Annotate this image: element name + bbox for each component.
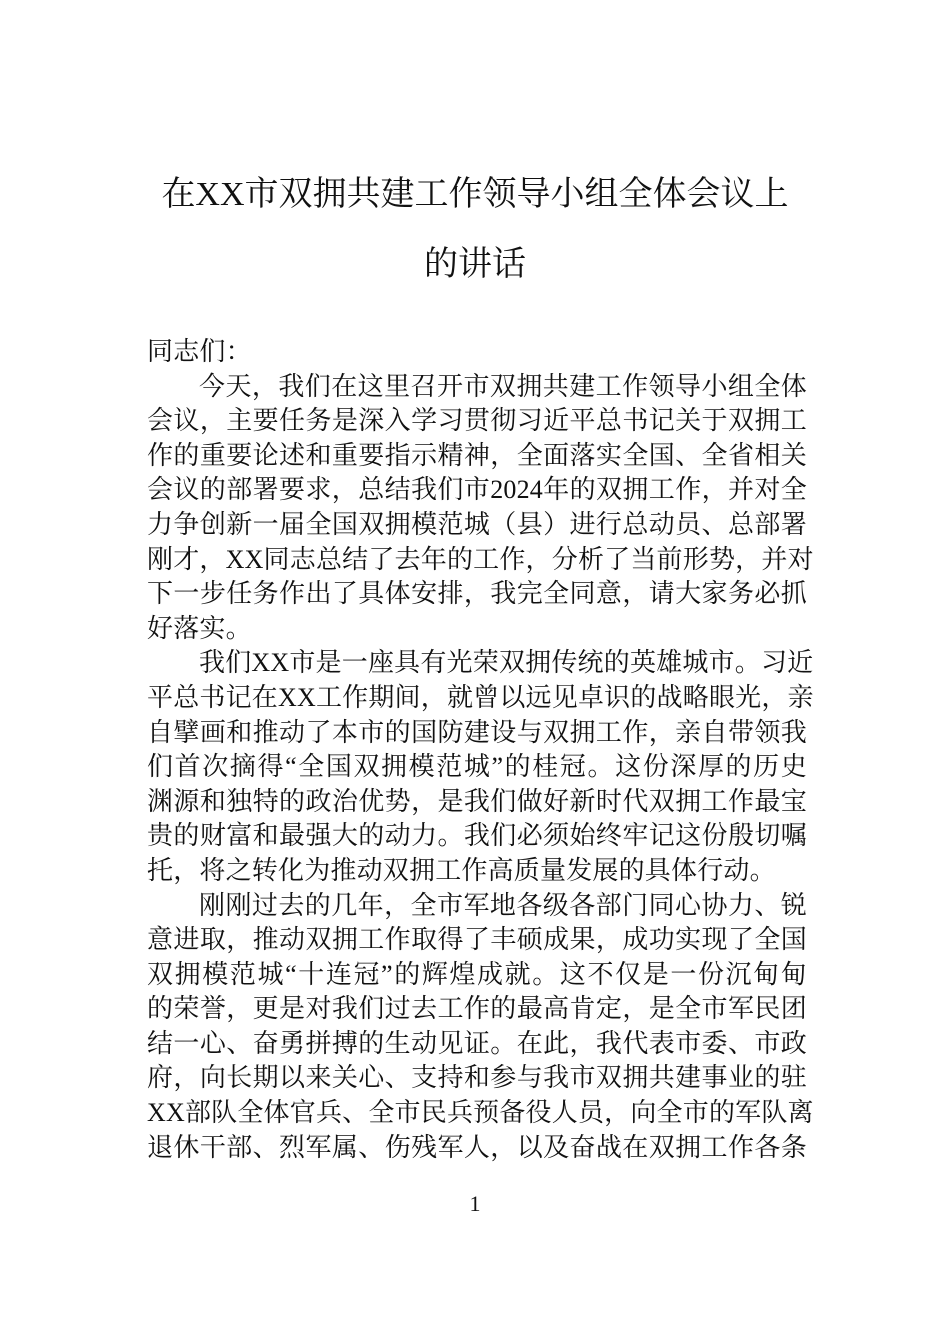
paragraph-line: 刚才，XX同志总结了去年的工作，分析了当前形势，并对 (147, 544, 814, 574)
paragraph-line: 力争创新一届全国双拥模范城（县）进行总动员、总部署 (147, 509, 807, 539)
paragraph-line: 好落实。 (147, 613, 252, 643)
paragraph-line: 自擘画和推动了本市的国防建设与双拥工作，亲自带领我 (147, 717, 807, 747)
paragraph-line: 意进取，推动双拥工作取得了丰硕成果，成功实现了全国 (147, 925, 807, 955)
paragraph-line: 双拥模范城“十连冠”的辉煌成就。这不仅是一份沉甸甸 (147, 959, 807, 989)
paragraph (147, 889, 814, 1166)
paragraph-line: 府，向长期以来关心、支持和参与我市双拥共建事业的驻 (147, 1063, 807, 1093)
paragraph-line: 会议的部署要求，总结我们市2024年的双拥工作，并对全 (147, 475, 807, 505)
paragraph-line: 托，将之转化为推动双拥工作高质量发展的具体行动。 (147, 855, 776, 885)
paragraph (147, 370, 814, 647)
document-title-line-1: 在XX市双拥共建工作领导小组全体会议上 (161, 176, 789, 213)
paragraph-line: 贵的财富和最强大的动力。我们必须始终牢记这份殷切嘱 (147, 821, 807, 851)
paragraph-line: 退休干部、烈军属、伤残军人，以及奋战在双拥工作各条 (147, 1132, 807, 1162)
salutation: 同志们： (147, 337, 252, 366)
paragraph-line: 作的重要论述和重要指示精神，全面落实全国、全省相关 (147, 440, 807, 470)
paragraph-line: 下一步任务作出了具体安排，我完全同意，请大家务必抓 (147, 579, 807, 609)
paragraph-line: 结一心、奋勇拼搏的生动见证。在此，我代表市委、市政 (147, 1028, 807, 1058)
paragraph (147, 646, 814, 888)
paragraph-line: 渊源和独特的政治优势，是我们做好新时代双拥工作最宝 (147, 786, 807, 816)
paragraphs (147, 370, 814, 1166)
page-number: 1 (469, 1191, 481, 1216)
paragraph-line: 今天，我们在这里召开市双拥共建工作领导小组全体 (199, 371, 807, 401)
paragraph-line: 会议，主要任务是深入学习贯彻习近平总书记关于双拥工 (147, 406, 807, 436)
paragraph-line: 的荣誉，更是对我们过去工作的最高肯定，是全市军民团 (147, 994, 807, 1024)
paragraph-line: 们首次摘得“全国双拥模范城”的桂冠。这份深厚的历史 (147, 752, 807, 782)
paragraph-line: 平总书记在XX工作期间，就曾以远见卓识的战略眼光，亲 (147, 682, 814, 712)
paragraph-line: XX部队全体官兵、全市民兵预备役人员，向全市的军队离 (147, 1098, 814, 1128)
document-title-line-2: 的讲话 (424, 246, 526, 283)
paragraph-line: 刚刚过去的几年，全市军地各级各部门同心协力、锐 (199, 890, 807, 920)
paragraph-line: 我们XX市是一座具有光荣双拥传统的英雄城市。习近 (199, 648, 814, 678)
document-body (147, 335, 814, 1165)
